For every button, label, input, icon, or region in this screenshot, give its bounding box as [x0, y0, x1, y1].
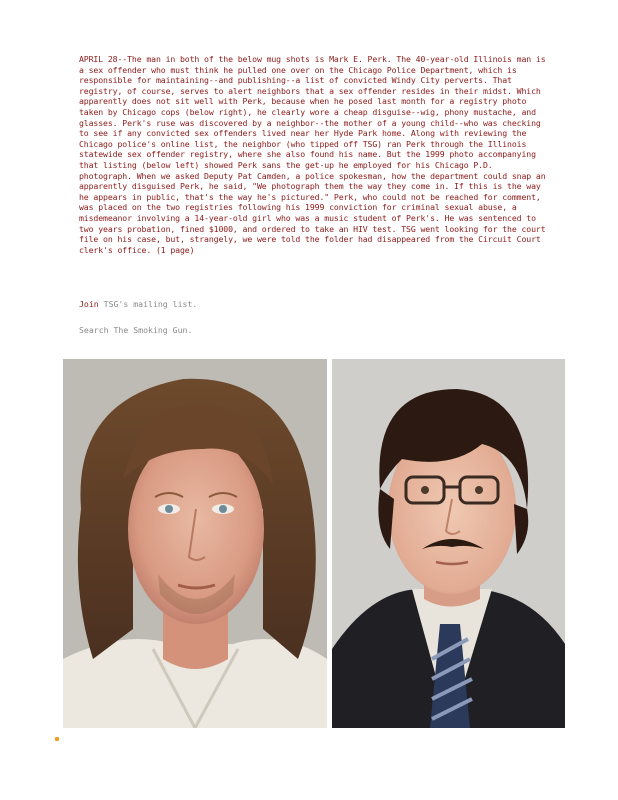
mailing-list-line — [79, 299, 197, 309]
mailing-list-text: TSG's mailing list. — [98, 299, 198, 309]
mugshot-1999-photo — [63, 359, 327, 728]
mugshot-disguise-photo — [332, 359, 565, 728]
search-link[interactable]: Search The Smoking Gun. — [79, 325, 193, 335]
bullet-marker — [55, 737, 59, 741]
article-body — [79, 54, 549, 255]
join-link[interactable]: Join — [79, 299, 99, 309]
article-text: APRIL 28--The man in both of the below mug shots is Mark E. Perk. The 40-year-old Illinois man is a sex offender who must think he pulled one over on the Chicago Police Department, which is responsible for maintaining--and publishing--a list of convicted Windy City perverts. That registry, of course, serves to alert neighbors that a sex offender resides in their midst. Which apparently does not sit well with Perk, because when he posed last month for a registry photo taken by Chicago cops (below right), he clearly wore a cheap disguise--wig, phony mustache, and glasses. Perk's ruse was discovered by a neighbor--the mother of a young child--who was checking to see if any convicted sex offenders lived near her Hyde Park home. Along with reviewing the Chicago police's online list, the neighbor (who tipped off TSG) ran Perk through the Illinois statewide sex offender registry, where she also found his name. But the 1999 photo accompanying that listing (below left) showed Perk sans the get-up he employed for his Chicago P.D. photograph. When we asked Deputy Pat Camden, a police spokesman, how the department could snap an apparently disguised Perk, he said, "We photograph them the way they come in. If this is the way he appears in public, that's the way he's pictured." Perk, who could not be reached for comment, was placed on the two registries following his 1999 conviction for criminal sexual abuse, a misdemeanor involving a 14-year-old girl who was a music student of Perk's. He was sentenced to two years probation, fined $1000, and ordered to take an HIV test. TSG went looking for the court file on his case, but, strangely, we were told the folder had disappeared from the Circuit Court clerk's office. (1 page) — [79, 54, 546, 255]
